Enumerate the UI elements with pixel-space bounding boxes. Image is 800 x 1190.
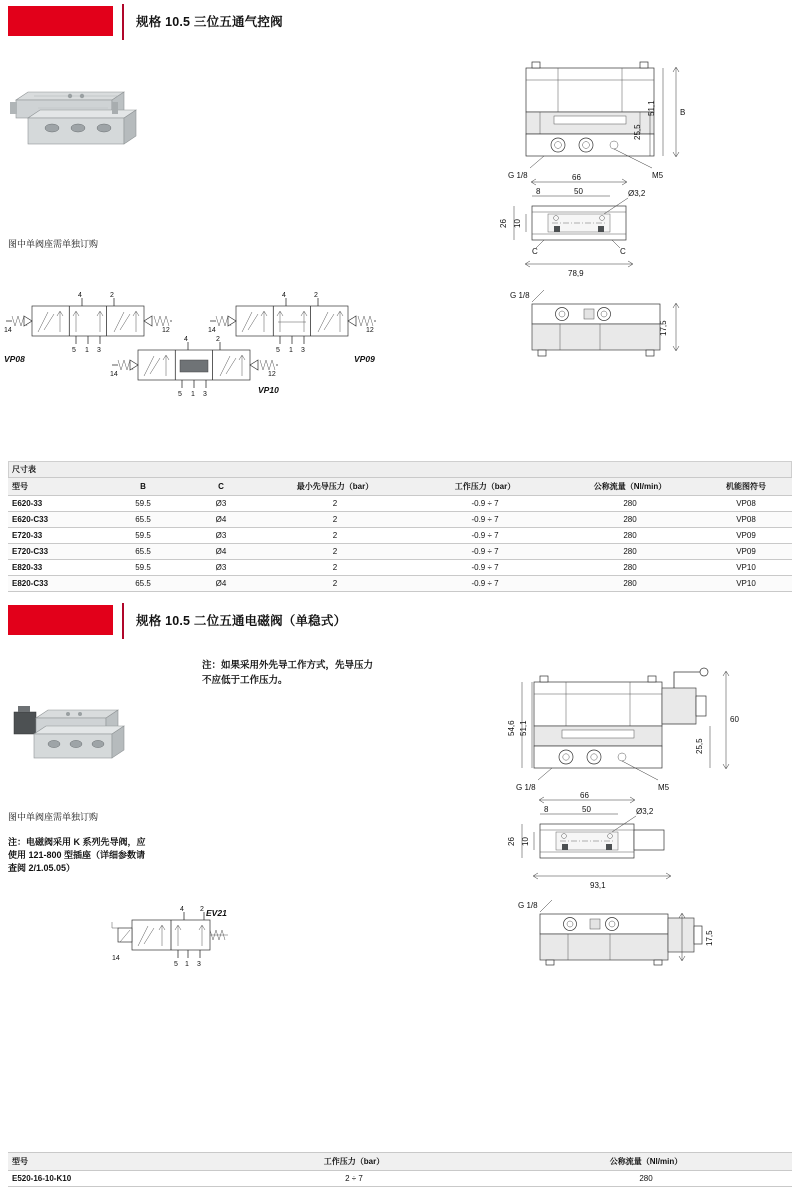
svg-text:1: 1: [185, 961, 189, 968]
svg-text:26: 26: [507, 837, 516, 846]
col-min-pilot: 最小先导压力（bar）: [260, 478, 410, 496]
cell-working-pressure: 2 ÷ 7: [208, 1171, 500, 1187]
col-model-2: 型号: [8, 1153, 208, 1171]
cell-c: Ø4: [182, 512, 260, 528]
svg-text:3: 3: [203, 391, 207, 398]
cell-working-pressure: -0.9 ÷ 7: [410, 512, 560, 528]
dimension-table-1: [8, 461, 792, 592]
cell-symbol: VP09: [700, 528, 792, 544]
svg-text:12: 12: [366, 327, 374, 334]
cell-model: E720-C33: [8, 544, 104, 560]
cell-model: E820-C33: [8, 576, 104, 592]
section-header-2: [0, 603, 800, 639]
svg-text:VP10: VP10: [258, 385, 279, 395]
svg-text:VP08: VP08: [4, 354, 25, 364]
col-nominal-flow-2: 公称流量（Nl/min）: [500, 1153, 792, 1171]
dimension-table-2: [8, 1152, 792, 1187]
cell-symbol: VP09: [700, 544, 792, 560]
cell-model: E720-33: [8, 528, 104, 544]
cell-model: E820-33: [8, 560, 104, 576]
cell-model: E620-C33: [8, 512, 104, 528]
svg-text:50: 50: [582, 805, 591, 814]
svg-text:M5: M5: [652, 171, 664, 180]
cell-b: 65.5: [104, 576, 182, 592]
table-row: [8, 544, 792, 560]
cell-symbol: VP10: [700, 576, 792, 592]
svg-text:3: 3: [97, 347, 101, 354]
svg-text:51,1: 51,1: [519, 720, 528, 736]
section-title-1: 规格 10.5 三位五通气控阀: [136, 15, 283, 29]
svg-text:1: 1: [85, 347, 89, 354]
svg-text:14: 14: [110, 371, 118, 378]
cell-b: 65.5: [104, 512, 182, 528]
svg-text:10: 10: [521, 837, 530, 846]
svg-text:17,5: 17,5: [659, 320, 668, 336]
svg-text:66: 66: [572, 173, 581, 182]
cell-b: 59.5: [104, 560, 182, 576]
svg-text:2: 2: [314, 292, 318, 299]
cell-min-pilot: 2: [260, 544, 410, 560]
cell-flow: 280: [560, 544, 700, 560]
cell-min-pilot: 2: [260, 560, 410, 576]
svg-text:8: 8: [544, 805, 549, 814]
svg-text:VP09: VP09: [354, 354, 375, 364]
cell-b: 59.5: [104, 528, 182, 544]
svg-text:93,1: 93,1: [590, 881, 606, 890]
svg-text:14: 14: [112, 955, 120, 962]
svg-text:2: 2: [216, 336, 220, 343]
svg-text:60: 60: [730, 715, 739, 724]
svg-text:G 1/8: G 1/8: [516, 783, 536, 792]
valve-photo-1: [8, 78, 148, 168]
svg-text:25,5: 25,5: [633, 124, 642, 140]
svg-text:14: 14: [208, 327, 216, 334]
cell-working-pressure: -0.9 ÷ 7: [410, 560, 560, 576]
photo-note-1: 图中单阀座需单独订购: [8, 239, 99, 249]
svg-text:Ø3,2: Ø3,2: [628, 189, 646, 198]
header-divider: [122, 4, 124, 40]
cell-c: Ø4: [182, 576, 260, 592]
col-model: 型号: [8, 478, 104, 496]
cell-b: 59.5: [104, 496, 182, 512]
cell-min-pilot: 2: [260, 576, 410, 592]
cell-working-pressure: -0.9 ÷ 7: [410, 496, 560, 512]
solenoid-note: 注：电磁阀采用 K 系列先导阀，应使用 121-800 型插座（详细参数请查阅 2/1.05.05）: [8, 837, 146, 873]
svg-text:25,5: 25,5: [695, 738, 704, 754]
svg-text:66: 66: [580, 791, 589, 800]
col-symbol: 机能图符号: [700, 478, 792, 496]
cell-min-pilot: 2: [260, 512, 410, 528]
cell-working-pressure: -0.9 ÷ 7: [410, 528, 560, 544]
cell-c: Ø3: [182, 496, 260, 512]
cell-flow: 280: [560, 528, 700, 544]
table-header-row: [8, 478, 792, 496]
svg-text:14: 14: [4, 327, 12, 334]
svg-text:C: C: [620, 247, 626, 256]
svg-text:C: C: [532, 247, 538, 256]
svg-text:G 1/8: G 1/8: [508, 171, 528, 180]
cell-working-pressure: -0.9 ÷ 7: [410, 576, 560, 592]
cell-c: Ø3: [182, 560, 260, 576]
svg-text:G 1/8: G 1/8: [518, 901, 538, 910]
cell-symbol: VP10: [700, 560, 792, 576]
svg-text:12: 12: [162, 327, 170, 334]
svg-text:3: 3: [301, 347, 305, 354]
table-caption-1: 尺寸表: [8, 461, 792, 477]
svg-text:50: 50: [574, 187, 583, 196]
svg-text:4: 4: [180, 906, 184, 913]
svg-text:12: 12: [268, 371, 276, 378]
col-nominal-flow: 公称流量（Nl/min）: [560, 478, 700, 496]
col-c: C: [182, 478, 260, 496]
svg-text:2: 2: [200, 906, 204, 913]
col-working-pressure: 工作压力（bar）: [410, 478, 560, 496]
pilot-note-2: 注：如果采用外先导工作方式，先导压力不应低于工作压力。: [202, 660, 374, 686]
cell-symbol: VP08: [700, 512, 792, 528]
red-accent-bar-2: [8, 605, 113, 635]
table-row: [8, 496, 792, 512]
svg-text:3: 3: [197, 961, 201, 968]
cell-model: E520-16-10-K10: [8, 1171, 208, 1187]
cell-min-pilot: 2: [260, 528, 410, 544]
cell-flow: 280: [560, 512, 700, 528]
table-row: [8, 576, 792, 592]
svg-text:2: 2: [110, 292, 114, 299]
table-header-row-2: [8, 1153, 792, 1171]
svg-text:17,5: 17,5: [705, 930, 714, 946]
valve-photo-2: [8, 700, 138, 780]
cell-working-pressure: -0.9 ÷ 7: [410, 544, 560, 560]
col-working-pressure-2: 工作压力（bar）: [208, 1153, 500, 1171]
section-header-1: [0, 4, 800, 40]
circuit-symbol-ev21: [108, 906, 238, 976]
cell-flow: 280: [500, 1171, 792, 1187]
cell-flow: 280: [560, 496, 700, 512]
svg-text:8: 8: [536, 187, 541, 196]
table-row: [8, 512, 792, 528]
red-accent-bar: [8, 6, 113, 36]
svg-text:B: B: [680, 108, 686, 117]
table-row: [8, 528, 792, 544]
photo-note-2: 图中单阀座需单独订购: [8, 812, 99, 822]
svg-text:1: 1: [289, 347, 293, 354]
header-divider-2: [122, 603, 124, 639]
svg-text:78,9: 78,9: [568, 269, 584, 278]
cell-c: Ø3: [182, 528, 260, 544]
svg-text:4: 4: [184, 336, 188, 343]
circuit-symbol-vp10: [110, 336, 280, 396]
table-row: [8, 1171, 792, 1187]
technical-drawing-1: [500, 50, 780, 360]
svg-text:5: 5: [174, 961, 178, 968]
cell-model: E620-33: [8, 496, 104, 512]
svg-text:M5: M5: [658, 783, 670, 792]
table-row: [8, 560, 792, 576]
svg-text:Ø3,2: Ø3,2: [636, 807, 654, 816]
svg-text:1: 1: [191, 391, 195, 398]
section-title-2: 规格 10.5 二位五通电磁阀（单稳式）: [136, 614, 347, 628]
svg-text:4: 4: [282, 292, 286, 299]
svg-text:5: 5: [72, 347, 76, 354]
svg-text:10: 10: [513, 219, 522, 228]
cell-min-pilot: 2: [260, 496, 410, 512]
svg-text:EV21: EV21: [206, 908, 227, 918]
technical-drawing-2: [500, 660, 790, 960]
cell-symbol: VP08: [700, 496, 792, 512]
svg-text:26: 26: [499, 219, 508, 228]
svg-text:5: 5: [178, 391, 182, 398]
cell-flow: 280: [560, 576, 700, 592]
svg-text:4: 4: [78, 292, 82, 299]
svg-text:51,1: 51,1: [647, 100, 656, 116]
svg-text:5: 5: [276, 347, 280, 354]
cell-flow: 280: [560, 560, 700, 576]
col-b: B: [104, 478, 182, 496]
svg-text:G 1/8: G 1/8: [510, 291, 530, 300]
cell-b: 65.5: [104, 544, 182, 560]
svg-text:54,6: 54,6: [507, 720, 516, 736]
cell-c: Ø4: [182, 544, 260, 560]
